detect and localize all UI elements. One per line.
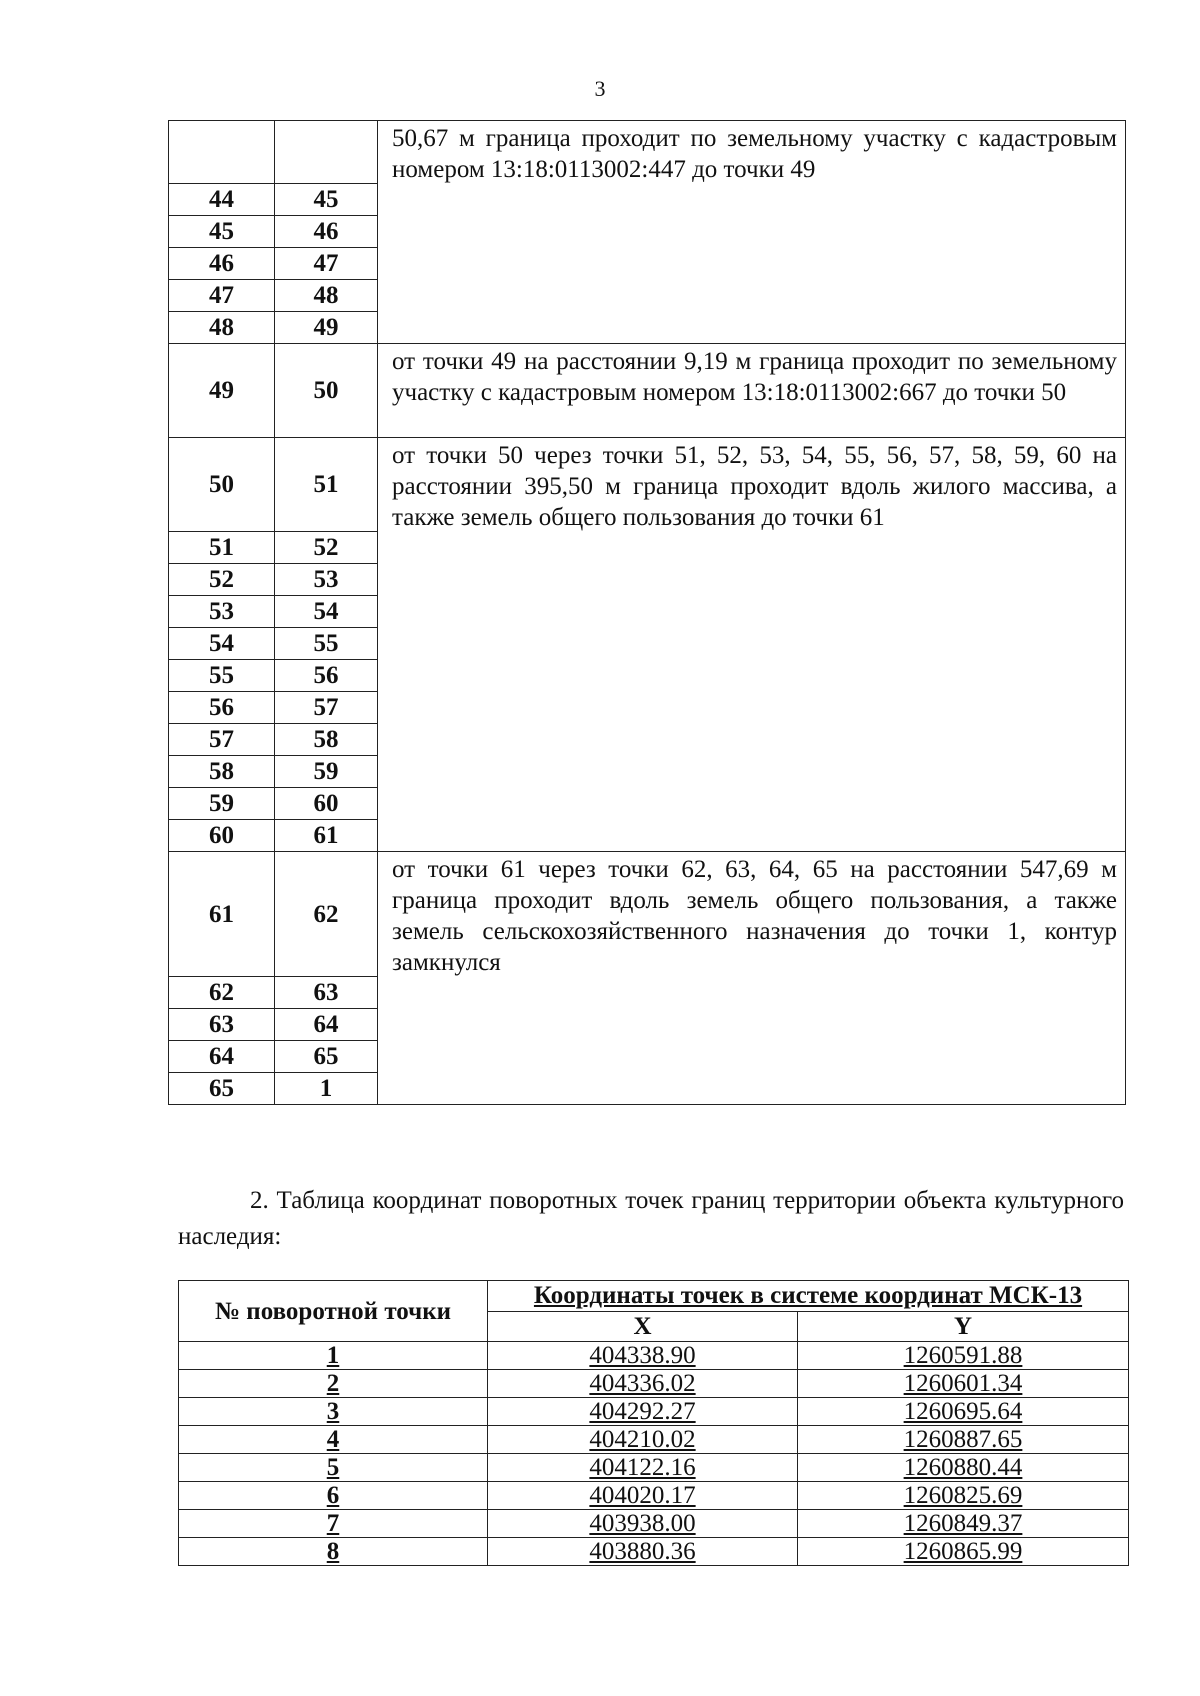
from-point-cell — [169, 121, 275, 184]
from-point-cell: 50 — [169, 438, 275, 532]
x-coordinate-cell: 404210.02 — [488, 1426, 798, 1454]
to-point-cell: 62 — [275, 852, 378, 977]
table-row — [169, 438, 1126, 532]
y-header: Y — [798, 1311, 1129, 1342]
table-row — [179, 1370, 1129, 1398]
point-number-cell: 7 — [179, 1510, 488, 1538]
y-coordinate-cell: 1260880.44 — [798, 1454, 1129, 1482]
x-coordinate-cell: 403880.36 — [488, 1538, 798, 1566]
boundary-description-cell: от точки 49 на расстоянии 9,19 м граница проходит по земельному участку с кадастровым номером 13:18:0113002:667 до точки 50 — [378, 344, 1126, 438]
coordinates-table — [178, 1280, 1129, 1566]
point-number-cell: 3 — [179, 1398, 488, 1426]
boundary-description-cell: 50,67 м граница проходит по земельному участку с кадастровым номером 13:18:0113002:447 до точки 49 — [378, 121, 1126, 344]
y-coordinate-cell: 1260849.37 — [798, 1510, 1129, 1538]
x-coordinate-cell: 404122.16 — [488, 1454, 798, 1482]
from-point-cell: 47 — [169, 280, 275, 312]
y-coordinate-cell: 1260865.99 — [798, 1538, 1129, 1566]
table-row — [179, 1398, 1129, 1426]
to-point-cell: 64 — [275, 1009, 378, 1041]
from-point-cell: 56 — [169, 692, 275, 724]
x-coordinate-cell: 404338.90 — [488, 1342, 798, 1370]
from-point-cell: 51 — [169, 532, 275, 564]
y-coordinate-cell: 1260591.88 — [798, 1342, 1129, 1370]
to-point-cell: 47 — [275, 248, 378, 280]
table-row — [179, 1510, 1129, 1538]
to-point-cell: 60 — [275, 788, 378, 820]
point-number-cell: 6 — [179, 1482, 488, 1510]
from-point-cell: 61 — [169, 852, 275, 977]
x-coordinate-cell: 403938.00 — [488, 1510, 798, 1538]
from-point-cell: 58 — [169, 756, 275, 788]
y-coordinate-cell: 1260695.64 — [798, 1398, 1129, 1426]
table-row — [179, 1482, 1129, 1510]
from-point-cell: 55 — [169, 660, 275, 692]
from-point-cell: 64 — [169, 1041, 275, 1073]
table-row — [179, 1454, 1129, 1482]
from-point-cell: 46 — [169, 248, 275, 280]
table-row — [169, 852, 1126, 977]
to-point-cell: 53 — [275, 564, 378, 596]
point-number-cell: 2 — [179, 1370, 488, 1398]
from-point-cell: 62 — [169, 977, 275, 1009]
from-point-cell: 59 — [169, 788, 275, 820]
to-point-cell: 58 — [275, 724, 378, 756]
x-header: X — [488, 1311, 798, 1342]
y-coordinate-cell: 1260887.65 — [798, 1426, 1129, 1454]
from-point-cell: 52 — [169, 564, 275, 596]
x-coordinate-cell: 404292.27 — [488, 1398, 798, 1426]
to-point-cell: 45 — [275, 184, 378, 216]
to-point-cell: 50 — [275, 344, 378, 438]
table-row — [179, 1426, 1129, 1454]
to-point-cell: 61 — [275, 820, 378, 852]
from-point-cell: 53 — [169, 596, 275, 628]
to-point-cell: 51 — [275, 438, 378, 532]
boundary-description-cell: от точки 50 через точки 51, 52, 53, 54, 55, 56, 57, 58, 59, 60 на расстоянии 395,50 м граница проходит вдоль жилого массива, а также земель общего пользования до точки 61 — [378, 438, 1126, 852]
boundary-description-cell: от точки 61 через точки 62, 63, 64, 65 на расстоянии 547,69 м граница проходит вдоль земель общего пользования, а также земель сельскохозяйственного назначения до точки 1, контур замкнулся — [378, 852, 1126, 1105]
section-paragraph: 2. Таблица координат поворотных точек границ территории объекта культурного наследия: — [178, 1187, 1124, 1250]
to-point-cell: 1 — [275, 1073, 378, 1105]
point-number-cell: 8 — [179, 1538, 488, 1566]
from-point-cell: 45 — [169, 216, 275, 248]
y-coordinate-cell: 1260825.69 — [798, 1482, 1129, 1510]
to-point-cell: 65 — [275, 1041, 378, 1073]
from-point-cell: 49 — [169, 344, 275, 438]
to-point-cell: 52 — [275, 532, 378, 564]
point-number-header: № поворотной точки — [179, 1281, 488, 1342]
y-coordinate-cell: 1260601.34 — [798, 1370, 1129, 1398]
from-point-cell: 65 — [169, 1073, 275, 1105]
to-point-cell: 49 — [275, 312, 378, 344]
to-point-cell: 55 — [275, 628, 378, 660]
from-point-cell: 57 — [169, 724, 275, 756]
from-point-cell: 48 — [169, 312, 275, 344]
coordinates-header: Координаты точек в системе координат МСК-13 — [488, 1281, 1129, 1312]
to-point-cell: 56 — [275, 660, 378, 692]
point-number-cell: 1 — [179, 1342, 488, 1370]
to-point-cell — [275, 121, 378, 184]
table-row — [179, 1342, 1129, 1370]
from-point-cell: 63 — [169, 1009, 275, 1041]
page-number: 3 — [594, 76, 606, 101]
point-number-cell: 4 — [179, 1426, 488, 1454]
table-row — [169, 344, 1126, 438]
table-row — [179, 1538, 1129, 1566]
boundary-description-table — [168, 120, 1126, 1105]
to-point-cell: 54 — [275, 596, 378, 628]
x-coordinate-cell: 404336.02 — [488, 1370, 798, 1398]
to-point-cell: 63 — [275, 977, 378, 1009]
from-point-cell: 60 — [169, 820, 275, 852]
x-coordinate-cell: 404020.17 — [488, 1482, 798, 1510]
point-number-cell: 5 — [179, 1454, 488, 1482]
to-point-cell: 48 — [275, 280, 378, 312]
table-row — [169, 121, 1126, 184]
to-point-cell: 59 — [275, 756, 378, 788]
to-point-cell: 57 — [275, 692, 378, 724]
from-point-cell: 54 — [169, 628, 275, 660]
from-point-cell: 44 — [169, 184, 275, 216]
to-point-cell: 46 — [275, 216, 378, 248]
